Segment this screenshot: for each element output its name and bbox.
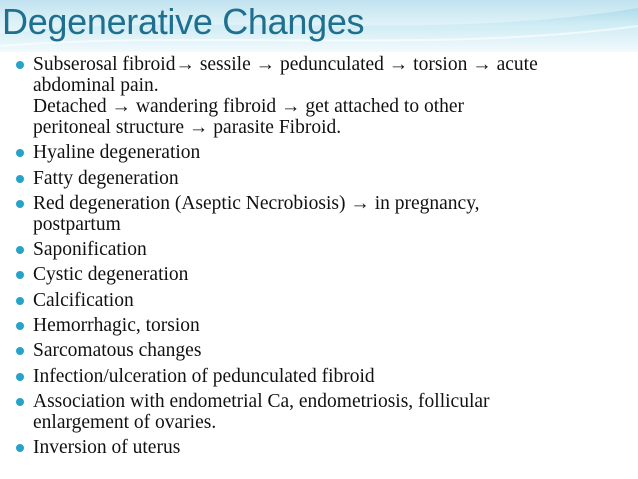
bullet-dot-icon	[16, 297, 24, 305]
bullet-item	[0, 193, 620, 235]
bullet-text-line: Hyaline degeneration	[33, 142, 201, 164]
bullet-item	[0, 168, 620, 189]
bullet-item	[0, 239, 620, 260]
bullet-dot-icon	[16, 444, 24, 452]
bullet-text-line: Fatty degeneration	[33, 167, 179, 189]
bullet-item	[0, 290, 620, 311]
bullet-dot-icon	[16, 149, 24, 157]
bullet-item	[0, 391, 620, 433]
bullet-item	[0, 54, 620, 138]
bullet-text-line: Subserosal fibroid→ sessile → pedunculated → torsion → acute	[33, 54, 538, 75]
bullet-dot-icon	[16, 322, 24, 330]
bullet-text-line: Red degeneration (Aseptic Necrobiosis) → in pregnancy,	[33, 192, 480, 214]
bullet-text-line: Cystic degeneration	[33, 264, 189, 286]
bullet-item	[0, 437, 620, 458]
bullet-dot-icon	[16, 175, 24, 183]
bullet-dot-icon	[16, 271, 24, 279]
bullet-text-line: Infection/ulceration of pedunculated fibroid	[33, 365, 375, 387]
bullet-text-line: Association with endometrial Ca, endometriosis, follicular	[33, 390, 490, 412]
bullet-dot-icon	[16, 200, 24, 208]
bullet-item	[0, 366, 620, 387]
bullet-list	[0, 54, 620, 463]
bullet-text-line: Saponification	[33, 239, 147, 261]
bullet-item	[0, 340, 620, 361]
bullet-text-line: peritoneal structure → parasite Fibroid.	[33, 117, 342, 138]
bullet-text-line: abdominal pain.	[33, 75, 159, 96]
bullet-dot-icon	[16, 246, 24, 254]
bullet-text-line: postpartum	[33, 213, 121, 235]
bullet-dot-icon	[16, 398, 24, 406]
bullet-dot-icon	[16, 373, 24, 381]
bullet-dot-icon	[16, 61, 24, 69]
bullet-text-line: enlargement of ovaries.	[33, 411, 217, 433]
slide-title: Degenerative Changes	[2, 1, 365, 42]
bullet-text-line: Detached → wandering fibroid → get attached to other	[33, 96, 465, 117]
bullet-item	[0, 142, 620, 163]
bullet-text-line: Calcification	[33, 289, 134, 311]
bullet-item	[0, 315, 620, 336]
bullet-dot-icon	[16, 347, 24, 355]
bullet-text-line: Inversion of uterus	[33, 437, 181, 459]
bullet-text-line: Sarcomatous changes	[33, 340, 202, 362]
bullet-item	[0, 264, 620, 285]
bullet-text-line: Hemorrhagic, torsion	[33, 315, 200, 337]
